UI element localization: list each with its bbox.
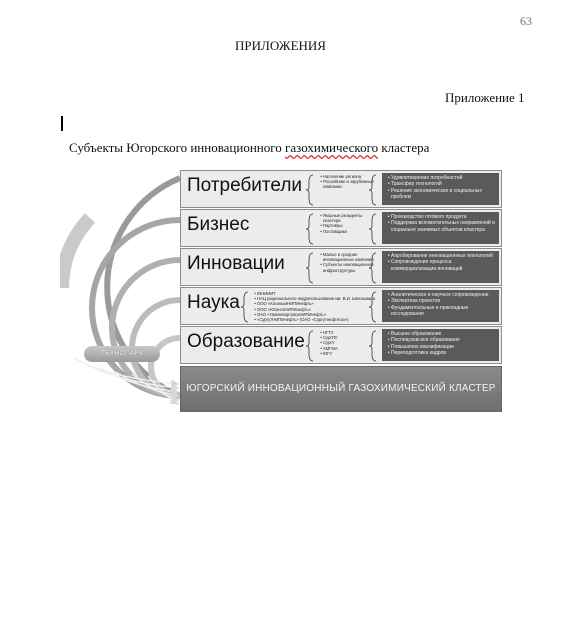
brace-icon [369,291,377,323]
concentric-arcs [60,168,190,418]
caption-prefix: Субъекты Югорского инновационного [69,140,286,155]
list-item: • ООО «КогалымНИПИнефть» [257,301,381,306]
brace-icon [369,330,377,362]
caption-suffix: кластера [378,140,430,155]
list-item: • Послевузовское образование [391,337,496,343]
spellcheck-flagged-word[interactable]: газохимического [285,140,379,155]
list-item: • ХМГМА [323,346,379,351]
list-item: • ЮНИИИТ [257,291,381,296]
list-item: • Российские и зарубежные компании [323,179,379,189]
row-education [180,326,502,364]
list-item: • Поддержка вспомогательных направлений и социально значимых объектов кластера [391,220,496,233]
brace-icon [241,291,249,323]
text-cursor [61,116,63,131]
row-science [180,287,502,325]
list-item: • Фундаментальные и прикладные исследования [391,305,496,318]
list-item: • Партнёры [323,223,379,228]
row-consumers [180,170,502,208]
appendices-heading: ПРИЛОЖЕНИЯ [235,38,326,53]
list-item: • Экспертиза проектов [391,298,496,304]
figure-caption [69,140,429,156]
page-number: 63 [520,14,532,28]
row-business [180,209,502,247]
list-item: • СургПУ [323,335,379,340]
list-item: • Население региона [323,174,379,179]
list-item: • «СургутНИПИнефть» (ОАО «Сургутнефтегаз») [257,317,381,322]
list-item: • Поставщики [323,229,379,234]
brace-icon [306,330,314,362]
list-item: • НАЦ рационального недропользования им. В.И. Шпильмана [257,296,381,301]
list-item: • Апробирование инновационных технологий [391,253,496,259]
list-item: • Удовлетворение потребностей [391,175,496,181]
row-label: Бизнес [187,214,250,235]
list-item: • Якорные резиденты кластера [323,213,379,223]
row-innovation [180,248,502,286]
cluster-base-bar: ЮГОРСКИЙ ИННОВАЦИОННЫЙ ГАЗОХИМИЧЕСКИЙ КЛАСТЕР [180,366,502,412]
arc-1 [107,178,180,396]
technopark-badge: ТЕХНОПАРК [84,346,160,362]
list-item: • НГТУ [323,330,379,335]
list-item: • СургУ [323,340,379,345]
functions-box [382,329,499,361]
list-item: • Сопровождение процесса коммерциализации инноваций [391,259,496,272]
functions-box [382,212,499,244]
brace-icon [306,174,314,206]
list-item: • ОАО «НижневартовскНИПИнефть» [257,312,381,317]
row-label: Образование [187,331,305,352]
brace-icon [369,252,377,284]
brace-icon [369,213,377,245]
functions-box [382,290,499,322]
list-item: • Повышение квалификации [391,344,496,350]
row-label: Наука [187,292,240,313]
list-item: • Переподготовка кадров [391,350,496,356]
list-item: • Решение экономических и социальных проблем [391,188,496,201]
list-item: • Аналитическое и научное сопровождение [391,292,496,298]
functions-box [382,251,499,283]
brace-icon [369,174,377,206]
list-item: • ЮГУ [323,351,379,356]
list-item: • Малые и средние инновационные компании [323,252,379,262]
participants-list [251,291,381,322]
list-item: • Субъекты инновационной инфраструктуры [323,262,379,272]
brace-icon [306,252,314,284]
cluster-diagram [60,168,506,418]
functions-box [382,173,499,205]
list-item: • Производство готового продукта [391,214,496,220]
row-label: Инновации [187,253,285,274]
annex-label: Приложение 1 [445,90,525,105]
brace-icon [306,213,314,245]
list-item: • ООО «ЮганскНИПИнефть» [257,307,381,312]
list-item: • Высшее образование [391,331,496,337]
row-label: Потребители [187,175,303,196]
list-item: • Трансфер технологий [391,181,496,187]
